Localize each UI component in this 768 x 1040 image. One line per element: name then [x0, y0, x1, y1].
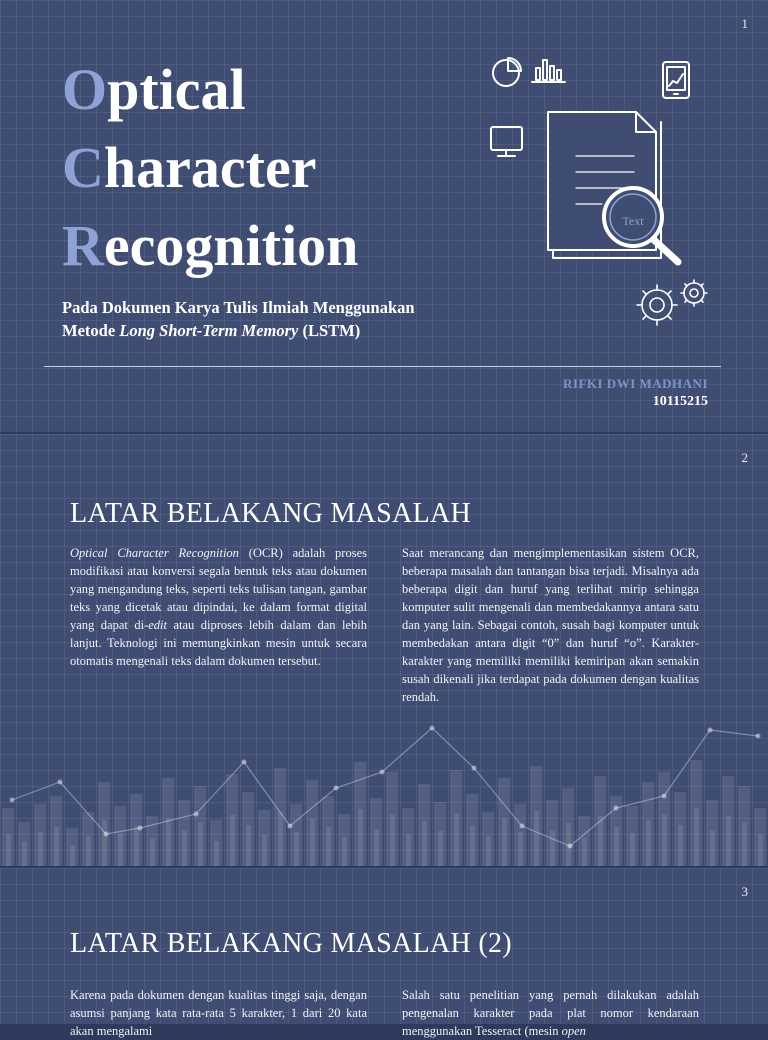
paragraph-right: Saat merancang dan mengimplementasikan sistem OCR, beberapa masalah dan tantangan bisa terjadi. Misalnya ada beberapa digit dan huruf yang terlihat mirip sehingga komputer sulit mengenali dan membedakannya antara satu dan yang lain. Sebagai contoh, susah bagi komputer untuk membedakan antara digit “0” dan huruf “o”. Karakter-karakter yang memiliki memiliki kemiripan akan semakin susah dikenali jika terdapat pada dokumen dengan kualitas rendah.	[402, 546, 699, 704]
subtitle: Pada Dokumen Karya Tulis Ilmiah Menggunakan Metode Long Short-Term Memory (LSTM)	[62, 298, 415, 340]
title-line-recognition: Recognition	[62, 213, 359, 278]
monitor-icon	[491, 127, 522, 156]
title-line-character: Character	[62, 135, 317, 200]
slide-latar-belakang-2	[0, 868, 768, 1038]
decor-bar-inner	[646, 820, 651, 866]
tablet-chart-icon	[663, 62, 689, 98]
decor-bar-inner	[326, 827, 331, 866]
illustration-text-label: Text	[622, 214, 644, 228]
decor-bar-inner	[182, 830, 187, 866]
decor-trend-point	[104, 832, 109, 837]
slide-title	[0, 0, 768, 432]
decor-bar-inner	[294, 832, 299, 866]
decor-bar-inner	[454, 813, 459, 866]
decor-bar-inner	[518, 832, 523, 866]
decor-bar-inner	[6, 834, 11, 866]
decor-bar-inner	[22, 842, 27, 866]
decor-trend-point	[194, 812, 199, 817]
paragraph-left: Optical Character Recognition (OCR) adalah proses modifikasi atau konversi segala bentuk teks atau dokumen yang mengandung teks, seperti teks tulisan tangan, gambar teks yang dicetak atau dipindai, ke dalam format digital yang dapat di-edit atau diproses lebih dalam dan lebih lanjut. Teknologi ini memungkinkan mesin untuk secara otomatis mengenali teks dalam dokumen tersebut.	[70, 546, 367, 668]
decor-bar-inner	[614, 827, 619, 866]
pie-chart-icon	[493, 58, 521, 86]
decor-bar-inner	[630, 833, 635, 866]
slide-latar-belakang	[0, 434, 768, 866]
decor-trend-point	[242, 760, 247, 765]
decor-bar-inner	[342, 837, 347, 866]
decor-bar-inner	[758, 834, 763, 866]
decor-trend-point	[520, 824, 525, 829]
decor-bar-inner	[438, 831, 443, 866]
decor-bar-inner	[422, 821, 427, 866]
decor-trend-point	[472, 766, 477, 771]
decor-bar-inner	[86, 836, 91, 866]
decor-bar-inner	[550, 830, 555, 866]
decor-trend-point	[334, 786, 339, 791]
paragraph-left: Karena pada dokumen dengan kualitas tinggi saja, dengan asumsi panjang kata rata-rata 5 karakter, 1 dari 20 kata akan mengalami	[70, 988, 367, 1038]
decor-bar-inner	[742, 822, 747, 866]
decor-bar-inner	[150, 838, 155, 866]
decor-bar-inner	[310, 819, 315, 866]
decor-bar-inner	[726, 816, 731, 866]
decor-bar-inner	[166, 818, 171, 866]
page-number: 2	[741, 450, 748, 465]
slide-heading: LATAR BELAKANG MASALAH	[70, 498, 472, 529]
decor-bar-inner	[198, 822, 203, 866]
title-line-optical: Optical	[62, 57, 246, 122]
decor-trend-point	[288, 824, 293, 829]
decor-bar-inner	[502, 818, 507, 866]
decor-bar-inner	[38, 832, 43, 866]
ocr-illustration	[486, 54, 716, 339]
decor-bar-inner	[598, 816, 603, 866]
student-id: 10115215	[652, 394, 708, 409]
decor-trend-point	[756, 734, 761, 739]
decor-trend-point	[10, 798, 15, 803]
decor-bar-inner	[262, 835, 267, 866]
decor-bar-inner	[214, 841, 219, 866]
decor-bar-inner	[230, 815, 235, 866]
decorative-chart-background	[0, 728, 768, 866]
author-name: RIFKI DWI MADHANI	[563, 376, 708, 391]
decor-bar-inner	[278, 812, 283, 866]
decor-bar-inner	[534, 811, 539, 866]
decor-bar-inner	[678, 825, 683, 866]
decor-trend-point	[138, 826, 143, 831]
page-number: 1	[741, 16, 748, 31]
decor-bar-inner	[102, 820, 107, 866]
decor-trend-point	[568, 844, 573, 849]
decor-bar-inner	[694, 808, 699, 866]
bar-chart-icon	[532, 60, 565, 82]
slide-heading: LATAR BELAKANG MASALAH (2)	[70, 928, 512, 959]
decor-trend-point	[430, 726, 435, 731]
decor-trend-point	[380, 770, 385, 775]
decor-bar-inner	[582, 838, 587, 866]
decor-bar-inner	[470, 826, 475, 866]
gears-icon	[637, 280, 707, 325]
decor-bar-inner	[54, 827, 59, 866]
decor-bar-inner	[70, 845, 75, 866]
decor-trend-point	[58, 780, 63, 785]
decor-bar-inner	[358, 809, 363, 866]
decor-trend-point	[708, 728, 713, 733]
decor-bar-inner	[710, 830, 715, 866]
decor-bar-inner	[134, 826, 139, 866]
decor-bar-inner	[246, 825, 251, 866]
decor-bar-inner	[118, 833, 123, 866]
decor-bar-inner	[406, 834, 411, 866]
decor-bar-inner	[486, 836, 491, 866]
decor-bar-inner	[390, 814, 395, 866]
decor-bar-inner	[374, 829, 379, 866]
page-number: 3	[741, 884, 748, 899]
decor-trend-point	[614, 806, 619, 811]
paragraph-right: Salah satu penelitian yang pernah dilakukan adalah pengenalan karakter pada plat nomor kendaraan menggunakan Tesseract (mesin open	[402, 988, 699, 1038]
divider	[44, 366, 721, 367]
decor-bar-inner	[662, 814, 667, 866]
decor-trend-point	[662, 794, 667, 799]
